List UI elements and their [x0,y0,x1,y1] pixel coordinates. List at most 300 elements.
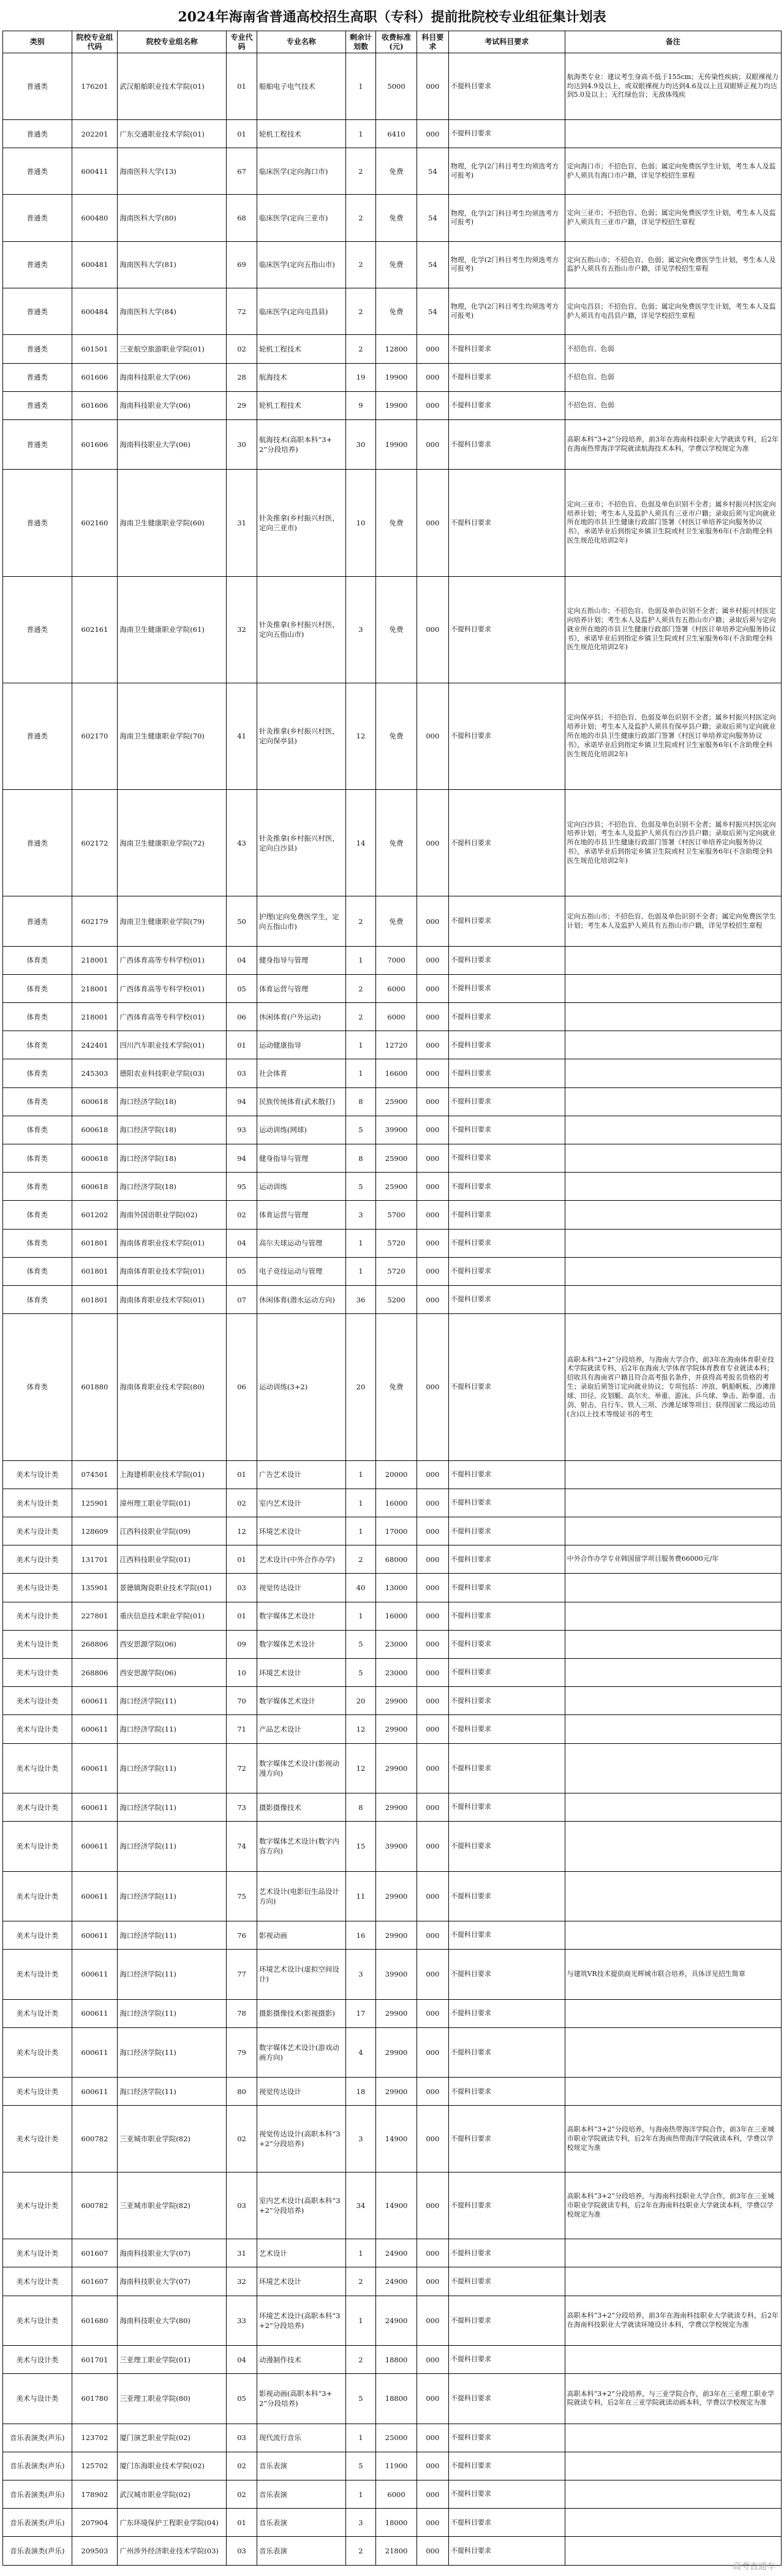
major-name-cell: 运动训练(网球) [257,1116,345,1144]
subject-code-cell: 000 [417,1659,448,1687]
major-code-cell: 01 [227,119,257,148]
remaining-plan-cell: 3 [345,2106,376,2172]
table-row [3,1743,782,1793]
table-row [3,2509,782,2537]
table-row [3,1489,782,1517]
major-name-cell: 摄影摄像技术(影视摄影) [257,1999,345,2027]
table-row [3,2480,782,2508]
category-cell: 美术与设计类 [3,2172,72,2239]
group-code-cell: 207904 [72,2509,118,2537]
header-major-code: 专业代码 [227,31,257,53]
subject-code-cell: 000 [417,2537,448,2566]
group-code-cell: 600481 [72,241,118,288]
subject-requirement-cell: 不提科目要求 [448,2345,565,2373]
subject-code-cell: 000 [417,1003,448,1031]
table-body [3,53,782,2566]
major-code-cell: 01 [227,2509,257,2537]
subject-code-cell: 000 [417,1517,448,1545]
major-code-cell: 06 [227,1003,257,1031]
category-cell: 音乐表演类(声乐) [3,2424,72,2452]
table-row [3,896,782,946]
major-name-cell: 健身指导与管理 [257,946,345,974]
table-row [3,241,782,288]
group-code-cell: 602160 [72,470,118,576]
tuition-cell: 免费 [376,470,417,576]
subject-requirement-cell: 不提科目要求 [448,1201,565,1229]
subject-code-cell: 000 [417,119,448,148]
group-name-cell: 西安思源学院(06) [118,1630,227,1658]
tuition-cell: 24900 [376,2296,417,2345]
major-name-cell: 航海技术(高职本科“3+2”分段培养) [257,419,345,469]
table-row [3,2537,782,2566]
subject-requirement-cell: 不提科目要求 [448,2374,565,2424]
subject-code-cell: 000 [417,2027,448,2077]
major-name-cell: 音乐表演 [257,2537,345,2566]
remarks-cell: 不招色盲、色弱 [565,363,781,391]
major-name-cell: 视觉传达设计(高职本科“3+2”分段培养) [257,2106,345,2172]
group-name-cell: 德阳农业科技职业学院(03) [118,1059,227,1087]
remarks-cell [565,1257,781,1285]
major-code-cell: 02 [227,1201,257,1229]
table-row [3,683,782,789]
tuition-cell: 23000 [376,1630,417,1658]
remaining-plan-cell: 1 [345,53,376,120]
group-name-cell: 广西体育高等专科学校(01) [118,1003,227,1031]
major-name-cell: 艺术设计 [257,2239,345,2267]
major-name-cell: 音乐表演 [257,2452,345,2480]
tuition-cell: 14900 [376,2172,417,2239]
table-row [3,2267,782,2296]
remarks-cell: 高职本科“3+2”分段培养，前3年在海南科技职业大学就读专科，后2年在海南热带海洋学院就读航海技术本科，学费以学校规定为准 [565,419,781,469]
group-code-cell: 600611 [72,1687,118,1715]
tuition-cell: 12720 [376,1031,417,1059]
subject-code-cell: 000 [417,1871,448,1921]
remarks-cell: 定向五指山市；不招色盲、色弱及单色识别不全者；属乡村振兴村医定向培养计划；考生本人及监护人须具有五指山市户籍；录取后须与定向就业所在地的市县卫生健康行政部门签署《村医订单培养定向服务协议书》，承诺毕业后到指定乡镇卫生院或村卫生室服务6年(不含助理全科医生规范化培训2年) [565,576,781,683]
major-name-cell: 数字媒体艺术设计 [257,1602,345,1630]
group-name-cell: 海口经济学院(18) [118,1116,227,1144]
remaining-plan-cell: 3 [345,1950,376,1999]
major-code-cell: 12 [227,1517,257,1545]
major-name-cell: 现代流行音乐 [257,2424,345,2452]
major-code-cell: 80 [227,2078,257,2106]
category-cell: 美术与设计类 [3,1793,72,1822]
category-cell: 体育类 [3,1087,72,1116]
subject-code-cell: 000 [417,1285,448,1313]
major-name-cell: 动漫制作技术 [257,2345,345,2373]
group-name-cell: 漳州理工职业学院(01) [118,1489,227,1517]
subject-requirement-cell: 不提科目要求 [448,391,565,419]
subject-requirement-cell: 不提科目要求 [448,1630,565,1658]
table-row [3,1460,782,1489]
remarks-cell: 中外合作办学专业韩国留学项目服务费66000元/年 [565,1545,781,1574]
group-name-cell: 三亚理工职业学院(80) [118,2374,227,2424]
major-code-cell: 02 [227,2480,257,2508]
table-row [3,1517,782,1545]
subject-requirement-cell: 不提科目要求 [448,974,565,1002]
group-name-cell: 海南卫生健康职业学院(79) [118,896,227,946]
category-cell: 美术与设计类 [3,1659,72,1687]
group-code-cell: 602170 [72,683,118,789]
remarks-cell: 高职本科“3+2”分段培养，前3年在海南科技职业大学就读专科，后2年在海南科技职业大学就读环境设计本科，学费以学校规定为准 [565,2296,781,2345]
group-code-cell: 128609 [72,1517,118,1545]
remaining-plan-cell: 8 [345,1793,376,1822]
table-row [3,1793,782,1822]
subject-code-cell: 000 [417,2374,448,2424]
group-name-cell: 海南外国语职业学院(02) [118,1201,227,1229]
remaining-plan-cell: 20 [345,1687,376,1715]
category-cell: 美术与设计类 [3,1871,72,1921]
major-code-cell: 03 [227,2537,257,2566]
group-code-cell: 600618 [72,1173,118,1201]
subject-requirement-cell: 不提科目要求 [448,53,565,120]
group-code-cell: 601801 [72,1257,118,1285]
group-code-cell: 600782 [72,2106,118,2172]
remaining-plan-cell: 4 [345,2027,376,2077]
group-name-cell: 海南体育职业技术学院(80) [118,1314,227,1461]
subject-requirement-cell: 不提科目要求 [448,470,565,576]
tuition-cell: 5000 [376,53,417,120]
subject-code-cell: 000 [417,363,448,391]
category-cell: 普通类 [3,391,72,419]
major-name-cell: 高尔夫球运动与管理 [257,1229,345,1257]
group-code-cell: 242401 [72,1031,118,1059]
remaining-plan-cell: 5 [345,1659,376,1687]
major-code-cell: 05 [227,974,257,1002]
group-code-cell: 125702 [72,2452,118,2480]
group-name-cell: 海口经济学院(11) [118,1715,227,1743]
remarks-cell: 高职本科“3+2”分段培养，与海南科技职业大学合作，前3年在三亚城市职业学院就读专科，后2年在海南科技职业大学就读本科，学费以学校规定为准 [565,2172,781,2239]
subject-requirement-cell: 不提科目要求 [448,119,565,148]
group-name-cell: 三亚理工职业学院(01) [118,2345,227,2373]
major-code-cell: 01 [227,1031,257,1059]
tuition-cell: 16600 [376,1059,417,1087]
major-name-cell: 室内艺术设计(高职本科“3+2”分段培养) [257,2172,345,2239]
major-code-cell: 02 [227,2452,257,2480]
group-name-cell: 海口经济学院(11) [118,1743,227,1793]
subject-requirement-cell: 不提科目要求 [448,1743,565,1793]
header-subject-requirement: 考试科目要求 [448,31,565,53]
subject-requirement-cell: 不提科目要求 [448,2027,565,2077]
table-row [3,1257,782,1285]
subject-requirement-cell: 不提科目要求 [448,1144,565,1173]
major-name-cell: 临床医学(定向三亚市) [257,195,345,241]
tuition-cell: 18800 [376,2374,417,2424]
table-row [3,419,782,469]
group-code-cell: 601801 [72,1229,118,1257]
group-code-cell: 600484 [72,288,118,335]
category-cell: 普通类 [3,419,72,469]
remarks-cell [565,1059,781,1087]
remaining-plan-cell: 12 [345,1743,376,1793]
remaining-plan-cell: 2 [345,335,376,363]
table-row [3,1229,782,1257]
group-code-cell: 176201 [72,53,118,120]
tuition-cell: 免费 [376,148,417,195]
table-row [3,119,782,148]
remarks-cell [565,1460,781,1489]
category-cell: 美术与设计类 [3,1921,72,1949]
group-name-cell: 海南科技职业大学(06) [118,391,227,419]
subject-requirement-cell: 不提科目要求 [448,1517,565,1545]
category-cell: 普通类 [3,470,72,576]
group-name-cell: 海南卫生健康职业学院(60) [118,470,227,576]
major-name-cell: 环境艺术设计 [257,1517,345,1545]
subject-code-cell: 000 [417,470,448,576]
subject-code-cell: 000 [417,2267,448,2296]
category-cell: 音乐表演类(声乐) [3,2509,72,2537]
tuition-cell: 24900 [376,2239,417,2267]
subject-requirement-cell: 不提科目要求 [448,2172,565,2239]
major-name-cell: 运动健康指导 [257,1031,345,1059]
tuition-cell: 25900 [376,1173,417,1201]
major-code-cell: 70 [227,1687,257,1715]
remarks-cell [565,1031,781,1059]
major-name-cell: 影视动画(高职本科“3+2”分段培养) [257,2374,345,2424]
category-cell: 体育类 [3,1257,72,1285]
remarks-cell [565,1003,781,1031]
remaining-plan-cell: 2 [345,974,376,1002]
category-cell: 普通类 [3,195,72,241]
subject-code-cell: 000 [417,1201,448,1229]
tuition-cell: 21800 [376,2537,417,2566]
subject-code-cell: 000 [417,1950,448,1999]
group-name-cell: 景德镇陶瓷职业技术学院(01) [118,1574,227,1602]
major-code-cell: 10 [227,1659,257,1687]
tuition-cell: 24900 [376,2267,417,2296]
subject-requirement-cell: 不提科目要求 [448,1793,565,1822]
subject-requirement-cell: 不提科目要求 [448,1999,565,2027]
remaining-plan-cell: 19 [345,363,376,391]
tuition-cell: 25900 [376,1144,417,1173]
major-name-cell: 摄影摄像技术 [257,1793,345,1822]
subject-requirement-cell: 不提科目要求 [448,1031,565,1059]
group-name-cell: 西安思源学院(06) [118,1659,227,1687]
major-code-cell: 04 [227,1229,257,1257]
category-cell: 美术与设计类 [3,2267,72,2296]
group-name-cell: 海南医科大学(13) [118,148,227,195]
remarks-cell [565,1715,781,1743]
group-name-cell: 海南体育职业技术学院(01) [118,1257,227,1285]
major-code-cell: 67 [227,148,257,195]
major-code-cell: 03 [227,2424,257,2452]
major-code-cell: 74 [227,1822,257,1871]
table-row [3,790,782,896]
remarks-cell [565,1921,781,1949]
remarks-cell: 定向五指山市；不招色盲、色弱及单色识别不全者；属定向免费医学生计划；考生本人及监护人须具有五指山市户籍，详见学校招生章程 [565,896,781,946]
major-name-cell: 临床医学(定向五指山市) [257,241,345,288]
remarks-cell: 与建筑VR技术提供商光辉城市联合培养，具体详见招生简章 [565,1950,781,1999]
subject-requirement-cell: 物理，化学(2门科目考生均须选考方可报考) [448,241,565,288]
tuition-cell: 29900 [376,2027,417,2077]
tuition-cell: 19900 [376,419,417,469]
group-code-cell: 601607 [72,2239,118,2267]
major-code-cell: 50 [227,896,257,946]
group-code-cell: 600611 [72,1743,118,1793]
remarks-cell [565,1173,781,1201]
tuition-cell: 免费 [376,683,417,789]
major-code-cell: 01 [227,1602,257,1630]
major-code-cell: 69 [227,241,257,288]
subject-requirement-cell: 不提科目要求 [448,576,565,683]
header-remarks: 备注 [565,31,781,53]
subject-code-cell: 000 [417,53,448,120]
major-name-cell: 针灸推拿(乡村振兴村医，定向三亚市) [257,470,345,576]
group-name-cell: 海南医科大学(80) [118,195,227,241]
major-code-cell: 43 [227,790,257,896]
group-code-cell: 602172 [72,790,118,896]
group-code-cell: 600611 [72,1822,118,1871]
remaining-plan-cell: 2 [345,148,376,195]
remaining-plan-cell: 1 [345,1031,376,1059]
major-name-cell: 音乐表演 [257,2480,345,2508]
group-name-cell: 三亚航空旅游职业学院(01) [118,335,227,363]
subject-requirement-cell: 不提科目要求 [448,1229,565,1257]
group-name-cell: 海口经济学院(11) [118,1950,227,1999]
subject-code-cell: 000 [417,1630,448,1658]
remaining-plan-cell: 1 [345,946,376,974]
category-cell: 体育类 [3,1314,72,1461]
subject-code-cell: 000 [417,419,448,469]
table-row [3,1999,782,2027]
remaining-plan-cell: 16 [345,1921,376,1949]
remaining-plan-cell: 20 [345,1314,376,1461]
tuition-cell: 免费 [376,790,417,896]
major-code-cell: 05 [227,2374,257,2424]
remaining-plan-cell: 9 [345,391,376,419]
tuition-cell: 19900 [376,391,417,419]
remaining-plan-cell: 2 [345,2345,376,2373]
subject-requirement-cell: 物理，化学(2门科目考生均须选考方可报考) [448,195,565,241]
major-code-cell: 03 [227,2172,257,2239]
subject-requirement-cell: 不提科目要求 [448,2267,565,2296]
category-cell: 普通类 [3,790,72,896]
group-name-cell: 海口经济学院(11) [118,1871,227,1921]
major-code-cell: 94 [227,1144,257,1173]
table-row [3,470,782,576]
group-code-cell: 178902 [72,2480,118,2508]
group-name-cell: 海南体育职业技术学院(01) [118,1285,227,1313]
group-name-cell: 广西体育高等专科学校(01) [118,946,227,974]
major-name-cell: 艺术设计(中外合作办学) [257,1545,345,1574]
major-code-cell: 28 [227,363,257,391]
subject-code-cell: 000 [417,2509,448,2537]
group-code-cell: 600611 [72,1793,118,1822]
major-name-cell: 室内艺术设计 [257,1489,345,1517]
remarks-cell [565,2480,781,2508]
group-code-cell: 600611 [72,1950,118,1999]
subject-code-cell: 000 [417,1743,448,1793]
table-row [3,2424,782,2452]
remaining-plan-cell: 12 [345,683,376,789]
major-name-cell: 视觉传达设计 [257,2078,345,2106]
remaining-plan-cell: 34 [345,2172,376,2239]
group-name-cell: 海口经济学院(11) [118,1793,227,1822]
header-tuition: 收费标准(元) [376,31,417,53]
subject-code-cell: 000 [417,790,448,896]
remaining-plan-cell: 11 [345,1871,376,1921]
remarks-cell [565,974,781,1002]
remarks-cell [565,1602,781,1630]
group-name-cell: 海南科技职业大学(80) [118,2296,227,2345]
major-code-cell: 78 [227,1999,257,2027]
tuition-cell: 5720 [376,1229,417,1257]
major-name-cell: 社会体育 [257,1059,345,1087]
group-name-cell: 江西科技职业学院(09) [118,1517,227,1545]
subject-code-cell: 000 [417,335,448,363]
group-name-cell: 海口经济学院(18) [118,1173,227,1201]
major-code-cell: 04 [227,946,257,974]
table-row [3,1715,782,1743]
subject-requirement-cell: 不提科目要求 [448,2239,565,2267]
major-name-cell: 数字媒体艺术设计(游戏动画方向) [257,2027,345,2077]
category-cell: 美术与设计类 [3,2239,72,2267]
subject-code-cell: 000 [417,946,448,974]
category-cell: 美术与设计类 [3,1743,72,1793]
subject-requirement-cell: 不提科目要求 [448,1545,565,1574]
category-cell: 美术与设计类 [3,2296,72,2345]
subject-requirement-cell: 不提科目要求 [448,1314,565,1461]
group-code-cell: 601501 [72,335,118,363]
remaining-plan-cell: 15 [345,1822,376,1871]
tuition-cell: 免费 [376,576,417,683]
subject-code-cell: 000 [417,2078,448,2106]
major-name-cell: 运动训练(3+2) [257,1314,345,1461]
major-name-cell: 电子竞技运动与管理 [257,1257,345,1285]
group-name-cell: 上海建桥职业技术学院(01) [118,1460,227,1489]
remarks-cell [565,1793,781,1822]
major-name-cell: 针灸推拿(乡村振兴村医，定向五指山市) [257,576,345,683]
table-row [3,1116,782,1144]
category-cell: 普通类 [3,53,72,120]
group-name-cell: 海南科技职业大学(07) [118,2267,227,2296]
remaining-plan-cell: 1 [345,1059,376,1087]
tuition-cell: 6410 [376,119,417,148]
subject-code-cell: 000 [417,1031,448,1059]
remarks-cell [565,119,781,148]
remarks-cell [565,1574,781,1602]
group-code-cell: 600618 [72,1144,118,1173]
table-row [3,1545,782,1574]
major-code-cell: 32 [227,2267,257,2296]
group-name-cell: 广西体育高等专科学校(01) [118,974,227,1002]
remaining-plan-cell: 2 [345,896,376,946]
subject-code-cell: 000 [417,2106,448,2172]
tuition-cell: 29900 [376,1715,417,1743]
subject-code-cell: 000 [417,1229,448,1257]
major-code-cell: 02 [227,2106,257,2172]
remaining-plan-cell: 5 [345,2452,376,2480]
remaining-plan-cell: 1 [345,119,376,148]
tuition-cell: 12800 [376,335,417,363]
subject-requirement-cell: 不提科目要求 [448,1173,565,1201]
table-row [3,1574,782,1602]
group-code-cell: 245303 [72,1059,118,1087]
major-name-cell: 体育运营与管理 [257,974,345,1002]
remarks-cell: 不招色盲、色弱 [565,391,781,419]
remarks-cell: 定向三亚市；不招色盲、色弱；属定向免费医学生计划，考生本人及监护人须具有三亚市户籍，详见学校招生章程 [565,195,781,241]
category-cell: 美术与设计类 [3,1950,72,1999]
major-name-cell: 针灸推拿(乡村振兴村医，定向保亭县) [257,683,345,789]
remaining-plan-cell: 5 [345,1630,376,1658]
header-major-name: 专业名称 [257,31,345,53]
remarks-cell [565,1201,781,1229]
remaining-plan-cell: 5 [345,1116,376,1144]
subject-code-cell: 000 [417,2345,448,2373]
major-name-cell: 数字媒体艺术设计 [257,1687,345,1715]
major-name-cell: 临床医学(定向海口市) [257,148,345,195]
table-row [3,1314,782,1461]
group-name-cell: 厦门演艺职业学院(02) [118,2424,227,2452]
